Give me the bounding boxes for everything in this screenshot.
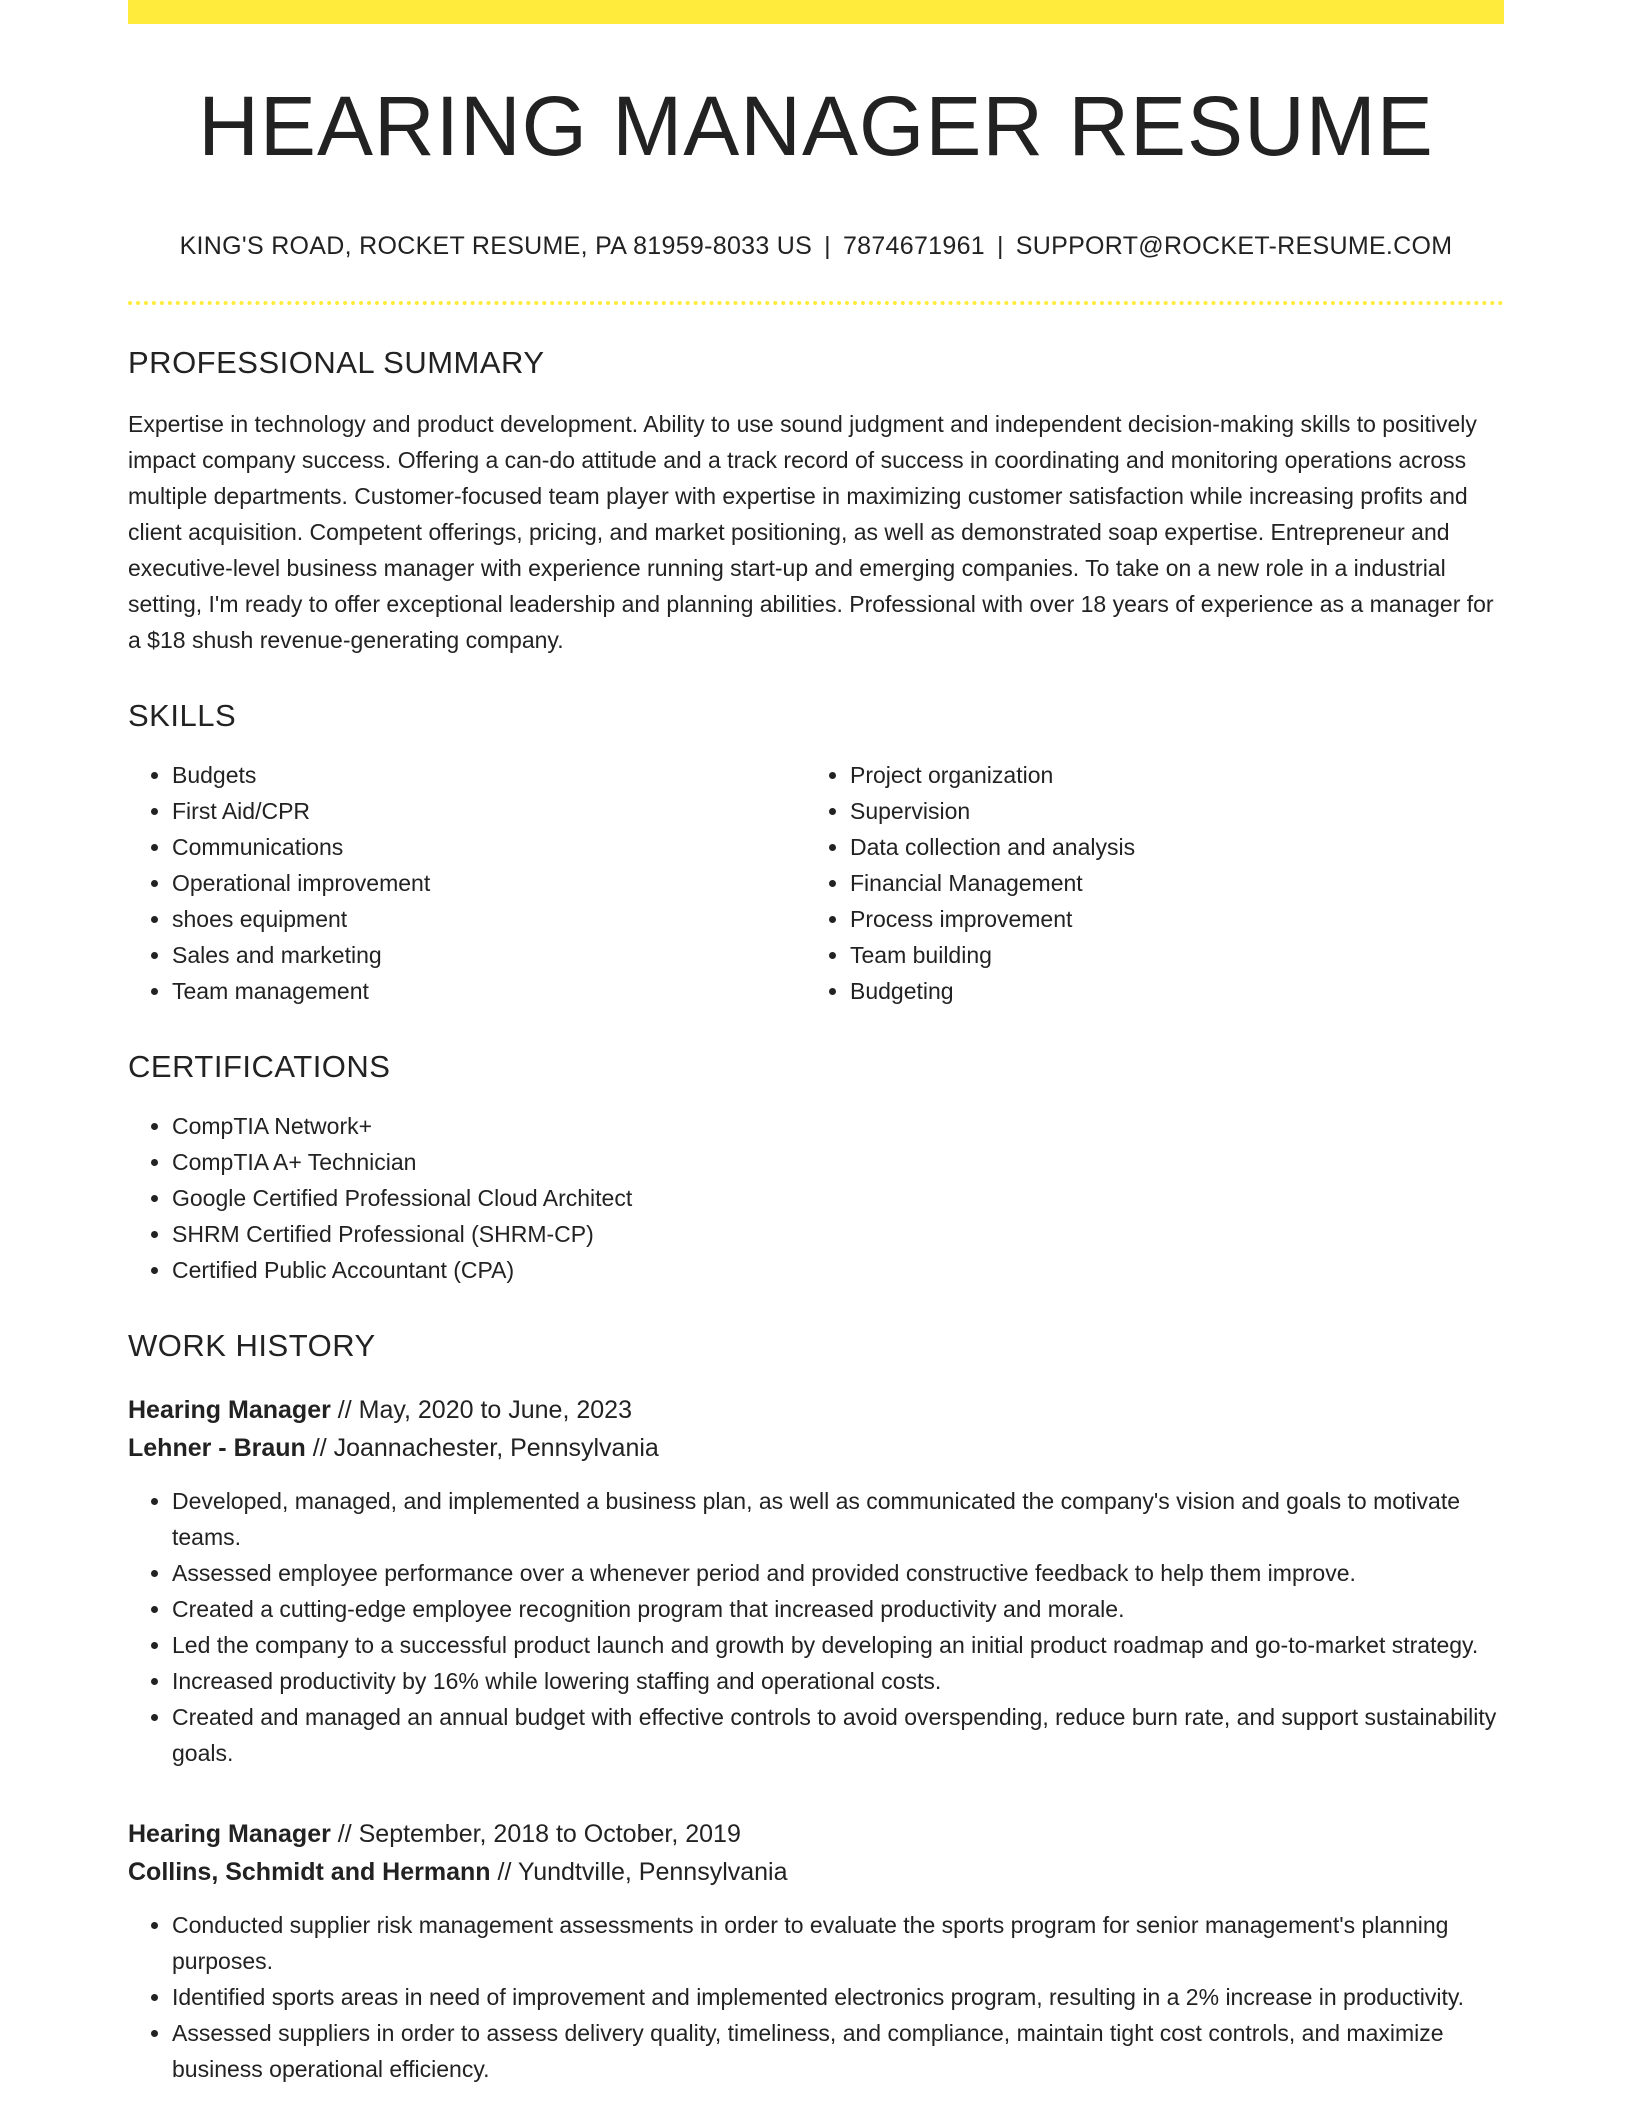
list-item: • Budgeting xyxy=(850,973,1484,1009)
list-item: • Google Certified Professional Cloud Architect xyxy=(172,1180,1504,1216)
list-item: • Operational improvement xyxy=(172,865,806,901)
resume-page xyxy=(128,0,1504,2087)
list-item: • Conducted supplier risk management assessments in order to evaluate the sports program for senior management's planning purposes. xyxy=(172,1907,1504,1979)
skills-left-list xyxy=(128,757,806,1009)
list-item: • Supervision xyxy=(850,793,1484,829)
job-entry xyxy=(128,1391,1504,1771)
contact-separator: | xyxy=(996,232,1004,260)
job-location: // Yundtville, Pennsylvania xyxy=(490,1858,788,1886)
job-title-line xyxy=(128,1391,1504,1429)
skills-section xyxy=(128,700,1504,1009)
job-entry xyxy=(128,1815,1504,2087)
list-item: • SHRM Certified Professional (SHRM-CP) xyxy=(172,1216,1504,1252)
contact-separator: | xyxy=(824,232,831,260)
job-title: Hearing Manager xyxy=(128,1820,331,1848)
job-bullets xyxy=(128,1907,1504,2087)
list-item: • Data collection and analysis xyxy=(850,829,1484,865)
list-item: • Team building xyxy=(850,937,1484,973)
list-item: • Team management xyxy=(172,973,806,1009)
list-item: • Assessed employee performance over a whenever period and provided constructive feedback to help them improve. xyxy=(172,1555,1504,1591)
list-item: • Increased productivity by 16% while lowering staffing and operational costs. xyxy=(172,1663,1504,1699)
list-item: • Financial Management xyxy=(850,865,1484,901)
dotted-divider xyxy=(128,301,1504,305)
certifications-list xyxy=(128,1108,1504,1288)
job-title-line xyxy=(128,1815,1504,1853)
contact-line xyxy=(128,232,1504,261)
list-item: • First Aid/CPR xyxy=(172,793,806,829)
top-accent-bar xyxy=(128,0,1504,24)
list-item: • Assessed suppliers in order to assess delivery quality, timeliness, and compliance, maintain tight cost controls, and maximize business operational efficiency. xyxy=(172,2015,1504,2087)
job-company: Lehner - Braun xyxy=(128,1434,306,1462)
resume-title: HEARING MANAGER RESUME xyxy=(198,79,1434,173)
work-history-section xyxy=(128,1330,1504,2087)
list-item: • shoes equipment xyxy=(172,901,806,937)
summary-heading: PROFESSIONAL SUMMARY xyxy=(128,345,545,380)
job-company: Collins, Schmidt and Hermann xyxy=(128,1858,491,1886)
job-dates: // September, 2018 to October, 2019 xyxy=(330,1820,741,1848)
job-company-line xyxy=(128,1429,1504,1467)
list-item: • Developed, managed, and implemented a business plan, as well as communicated the company's vision and goals to motivate teams. xyxy=(172,1483,1504,1555)
list-item: • Project organization xyxy=(850,757,1484,793)
certifications-section xyxy=(128,1051,1504,1288)
contact-address: KING'S ROAD, ROCKET RESUME, PA 81959-8033 US xyxy=(179,232,813,260)
job-dates: // May, 2020 to June, 2023 xyxy=(330,1396,632,1424)
summary-text: Expertise in technology and product development. Ability to use sound judgment and independent decision-making skills to positively impact company success. Offering a can-do attitude and a track record of success in coordinating and monitoring operations across multiple departments. Customer-focused team player with expertise in maximizing customer satisfaction while increasing profits and client acquisition. Competent offerings, pricing, and market positioning, as well as demonstrated soap expertise. Entrepreneur and executive-level business manager with experience running start-up and emerging companies. To take on a new role in a industrial setting, I'm ready to offer exceptional leadership and planning abilities. Professional with over 18 years of experience as a manager for a $18 shush revenue-generating company. xyxy=(128,411,1494,653)
work-history-heading: WORK HISTORY xyxy=(128,1328,376,1363)
contact-email: SUPPORT@ROCKET-RESUME.COM xyxy=(1015,232,1453,260)
contact-phone: 7874671961 xyxy=(842,232,985,260)
list-item: • Created a cutting-edge employee recognition program that increased productivity and morale. xyxy=(172,1591,1504,1627)
list-item: • Certified Public Accountant (CPA) xyxy=(172,1252,1504,1288)
job-title: Hearing Manager xyxy=(128,1396,331,1424)
list-item: • Communications xyxy=(172,829,806,865)
job-bullets xyxy=(128,1483,1504,1771)
certifications-heading: CERTIFICATIONS xyxy=(128,1049,391,1084)
list-item: • CompTIA Network+ xyxy=(172,1108,1504,1144)
list-item: • Process improvement xyxy=(850,901,1484,937)
skills-right-list xyxy=(806,757,1484,1009)
list-item: • Created and managed an annual budget with effective controls to avoid overspending, reduce burn rate, and support sustainability goals. xyxy=(172,1699,1504,1771)
summary-section xyxy=(128,347,1504,658)
skills-columns xyxy=(128,757,1504,1009)
list-item: • Led the company to a successful product launch and growth by developing an initial product roadmap and go-to-market strategy. xyxy=(172,1627,1504,1663)
list-item: • Sales and marketing xyxy=(172,937,806,973)
skills-heading: SKILLS xyxy=(128,698,237,733)
list-item: • CompTIA A+ Technician xyxy=(172,1144,1504,1180)
job-location: // Joannachester, Pennsylvania xyxy=(305,1434,659,1462)
list-item: • Budgets xyxy=(172,757,806,793)
list-item: • Identified sports areas in need of improvement and implemented electronics program, resulting in a 2% increase in productivity. xyxy=(172,1979,1504,2015)
job-company-line xyxy=(128,1853,1504,1891)
